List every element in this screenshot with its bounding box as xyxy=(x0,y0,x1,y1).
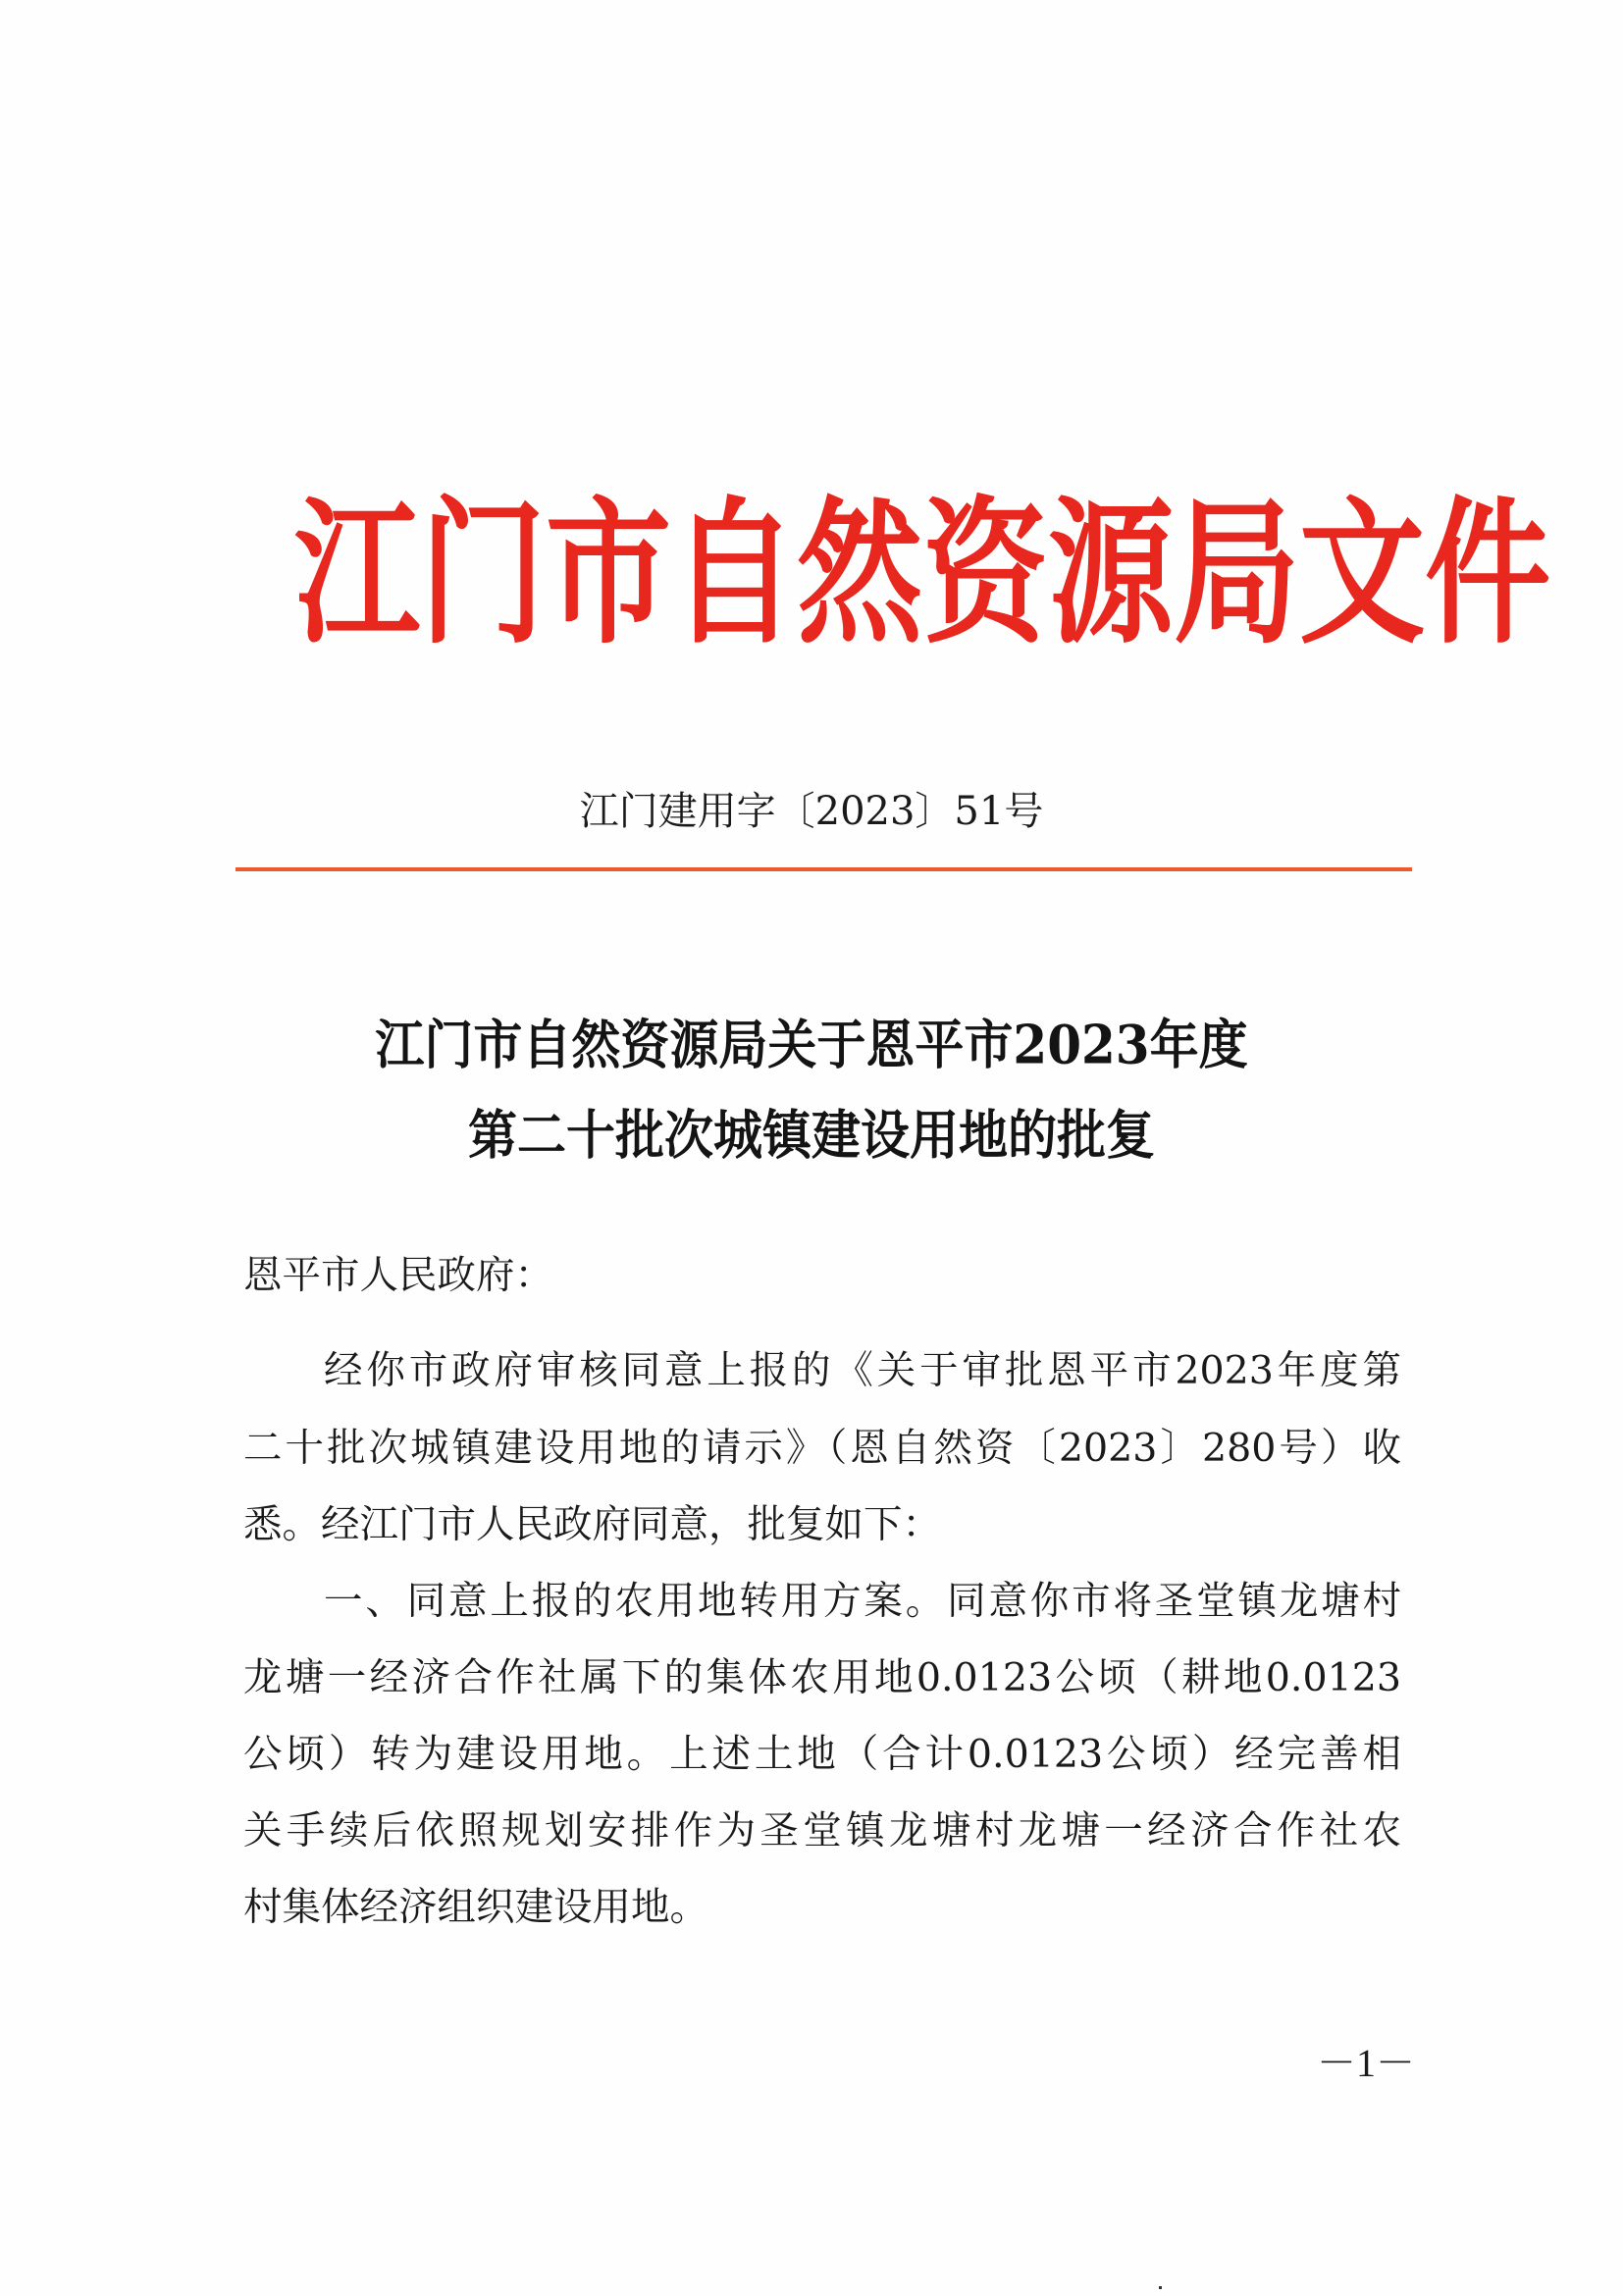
masthead-char: 江 xyxy=(294,482,421,666)
masthead-char: 文 xyxy=(1299,482,1426,666)
scan-speck xyxy=(1159,2286,1162,2289)
masthead-char: 自 xyxy=(671,482,798,666)
body-line: 关手续后依照规划安排作为圣堂镇龙塘村龙塘一经济合作社农 xyxy=(243,1808,1401,1853)
masthead-char: 市 xyxy=(546,482,672,666)
masthead-title xyxy=(294,482,1551,666)
masthead-char: 然 xyxy=(797,482,923,666)
body-line: 悉。经江门市人民政府同意，批复如下： xyxy=(243,1502,941,1547)
body-line: 经你市政府审核同意上报的《关于审批恩平市2023年度第 xyxy=(324,1348,1401,1393)
masthead-char: 件 xyxy=(1425,482,1551,666)
body-line: 公顷）转为建设用地。上述土地（合计0.0123公顷）经完善相 xyxy=(243,1732,1401,1777)
addressee: 恩平市人民政府： xyxy=(243,1253,553,1298)
document-number: 江门建用字〔2023〕51号 xyxy=(579,789,1044,834)
masthead-char: 局 xyxy=(1174,482,1300,666)
masthead-char: 门 xyxy=(420,482,547,666)
body-line: 二十批次城镇建设用地的请示》（恩自然资〔2023〕280号）收 xyxy=(243,1426,1401,1471)
body-line: 村集体经济组织建设用地。 xyxy=(243,1885,708,1930)
masthead-char: 资 xyxy=(922,482,1049,666)
body-line: 龙塘一经济合作社属下的集体农用地0.0123公顷（耕地0.0123 xyxy=(243,1655,1401,1700)
red-divider-rule xyxy=(236,867,1412,871)
masthead-char: 源 xyxy=(1048,482,1175,666)
document-title-line-1: 江门市自然资源局关于恩平市2023年度 xyxy=(375,1013,1248,1076)
page-number: －1－ xyxy=(1317,2041,1415,2085)
body-line: 一、同意上报的农用地转用方案。同意你市将圣堂镇龙塘村 xyxy=(324,1579,1401,1624)
document-title-line-2: 第二十批次城镇建设用地的批复 xyxy=(468,1103,1155,1167)
